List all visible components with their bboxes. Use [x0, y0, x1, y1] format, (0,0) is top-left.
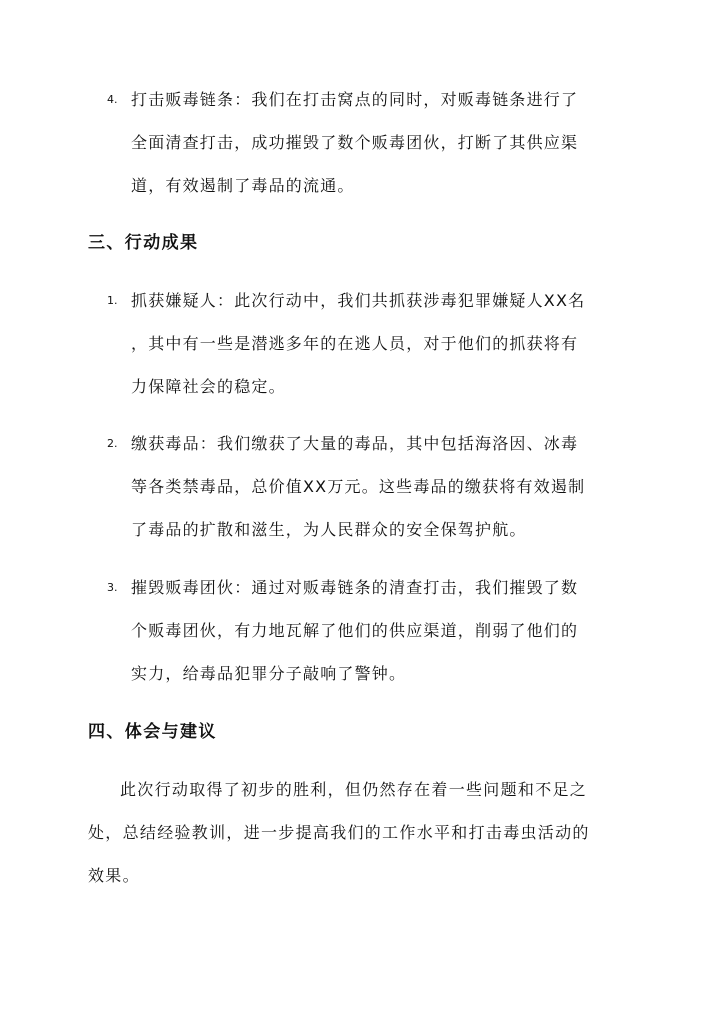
list-item-line: 个贩毒团伙，有力地瓦解了他们的供应渠道，削弱了他们的: [131, 621, 579, 640]
paragraph-line: 效果。: [88, 866, 140, 885]
section-heading-reflections: 四、体会与建议: [88, 722, 217, 742]
list-item-line: 抓获嫌疑人：此次行动中，我们共抓获涉毒犯罪嫌疑人XX名: [131, 291, 586, 310]
list-item-line: 了毒品的扩散和滋生，为人民群众的安全保驾护航。: [131, 520, 527, 539]
list-item-line: 等各类禁毒品，总价值XX万元。这些毒品的缴获将有效遏制: [131, 477, 586, 496]
list-item-line: 力保障社会的稳定。: [131, 377, 286, 396]
list-item-line: 道，有效遏制了毒品的流通。: [131, 176, 355, 195]
list-number: 1.: [107, 294, 118, 307]
list-number: 3.: [107, 581, 118, 594]
list-item-line: ，其中有一些是潜逃多年的在逃人员，对于他们的抓获将有: [131, 334, 579, 353]
list-item-line: 缴获毒品：我们缴获了大量的毒品，其中包括海洛因、冰毒: [131, 434, 579, 453]
section-heading-results: 三、行动成果: [88, 233, 199, 253]
paragraph-line: 此次行动取得了初步的胜利，但仍然存在着一些问题和不足之: [120, 780, 588, 799]
list-item-line: 摧毁贩毒团伙：通过对贩毒链条的清查打击，我们摧毁了数: [131, 578, 579, 597]
list-number: 2.: [107, 437, 118, 450]
list-number: 4.: [107, 93, 118, 106]
list-item-line: 全面清查打击，成功摧毁了数个贩毒团伙，打断了其供应渠: [131, 133, 579, 152]
paragraph-line: 处，总结经验教训，进一步提高我们的工作水平和打击毒虫活动的: [88, 823, 590, 842]
list-item-line: 打击贩毒链条：我们在打击窝点的同时，对贩毒链条进行了: [131, 90, 579, 109]
list-item-line: 实力，给毒品犯罪分子敲响了警钟。: [131, 664, 407, 683]
